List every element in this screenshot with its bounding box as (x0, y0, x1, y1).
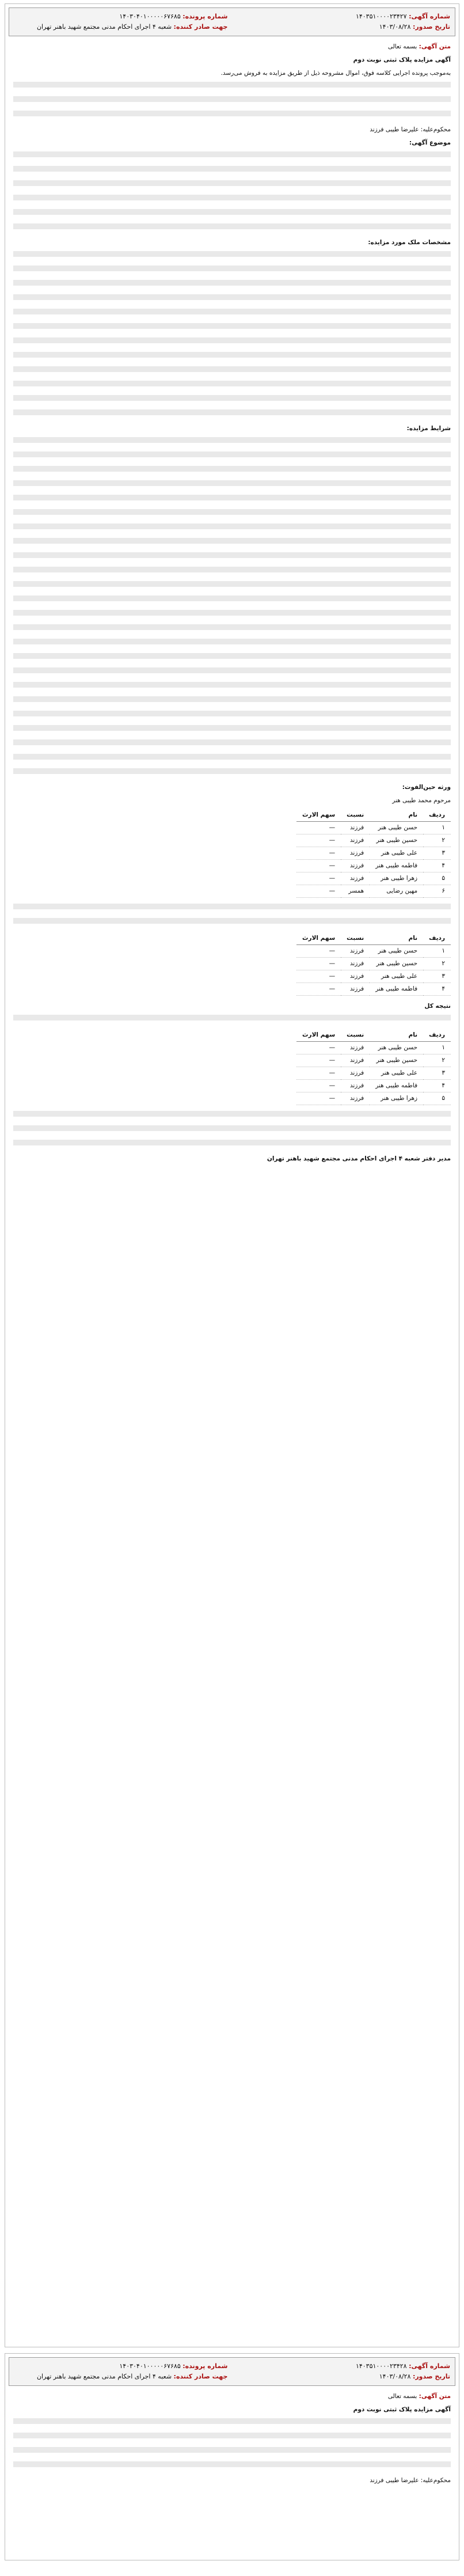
cell: ۱ (423, 1042, 451, 1054)
illegible-text (13, 696, 451, 706)
subject-line: بسمه تعالی (387, 43, 417, 50)
deceased-name: مرحوم محمد طیبی هنر (392, 797, 451, 804)
cell: ۳ (423, 1067, 451, 1080)
cell: ۵ (423, 872, 451, 885)
table-row (296, 958, 451, 970)
table-row (296, 1080, 451, 1092)
col-header: ردیف (423, 1029, 451, 1042)
illegible-text (13, 567, 451, 576)
file-number: ۱۴۰۳۰۴۰۱۰۰۰۰۰۶۷۶۸۵ (119, 2362, 181, 2370)
illegible-text (13, 509, 451, 519)
cell: زهرا طیبی هنر (370, 1092, 423, 1105)
table-row (296, 1092, 451, 1105)
cell: ۳ (423, 847, 451, 860)
cell: فرزند (341, 1042, 370, 1054)
cell: فرزند (341, 860, 370, 872)
cell: — (296, 872, 341, 885)
cell: حسن طیبی هنر (370, 822, 423, 834)
heirs-table-header (296, 1029, 451, 1042)
table-row (296, 847, 451, 860)
notice-header (9, 7, 455, 36)
heirs-table-2 (296, 932, 451, 996)
notice-text-label: متن آگهی: (419, 43, 451, 50)
section-heirs: ورثه حین‌الفوت: (402, 784, 451, 791)
cell: — (296, 970, 341, 983)
issuer-cell (14, 22, 227, 32)
illegible-text (13, 96, 451, 106)
illegible-text (13, 768, 451, 778)
illegible-text (13, 280, 451, 290)
debtor-line: محکوم‌علیه: علیرضا طیبی فرزند (370, 2477, 451, 2484)
illegible-text (13, 366, 451, 376)
col-header: سهم الارث (296, 809, 341, 822)
illegible-text (13, 166, 451, 176)
illegible-text (13, 1125, 451, 1135)
notice-header (9, 2357, 455, 2386)
notice-number-cell (237, 12, 450, 22)
cell: — (296, 1080, 341, 1092)
heirs-table-1 (296, 809, 451, 898)
cell: حسین طیبی هنر (370, 1054, 423, 1067)
cell: علی طیبی هنر (370, 970, 423, 983)
cell: فرزند (341, 822, 370, 834)
section-description: مشخصات ملک مورد مزایده: (368, 239, 451, 246)
file-number-label: شماره پرونده: (182, 2362, 228, 2370)
cell: زهرا طیبی هنر (370, 872, 423, 885)
issuer-label: جهت صادر کننده: (173, 23, 228, 31)
illegible-text (13, 495, 451, 504)
issuer-cell (14, 2372, 227, 2382)
illegible-text (13, 639, 451, 648)
issue-date: ۱۴۰۳/۰۸/۲۸ (379, 23, 411, 31)
notice-title: آگهی مزایده پلاک ثبتی نوبت دوم (353, 56, 451, 63)
cell: فرزند (341, 983, 370, 996)
notice-text-label: متن آگهی: (419, 2393, 451, 2400)
illegible-text (13, 2433, 451, 2442)
table-row (296, 970, 451, 983)
cell: حسین طیبی هنر (370, 834, 423, 847)
col-header: نسبت (341, 1029, 370, 1042)
heirs-table-header (296, 932, 451, 945)
col-header: سهم الارث (296, 1029, 341, 1042)
issuer-label: جهت صادر کننده: (173, 2373, 228, 2380)
illegible-text (13, 581, 451, 591)
notice-number-cell (237, 2361, 450, 2372)
illegible-text (13, 352, 451, 362)
issue-date-cell (237, 2372, 450, 2382)
illegible-text (13, 195, 451, 204)
cell: فرزند (341, 1092, 370, 1105)
issue-date: ۱۴۰۳/۰۸/۲۸ (379, 2373, 411, 2380)
section-buyers: شرایط مزایده: (406, 425, 451, 432)
cell: فرزند (341, 970, 370, 983)
illegible-text (13, 552, 451, 562)
illegible-text (13, 739, 451, 749)
cell: ۲ (423, 834, 451, 847)
table-row (296, 860, 451, 872)
notice-page-2 (5, 2353, 459, 2560)
notice-body (5, 36, 459, 1173)
illegible-text (13, 209, 451, 219)
table-row (296, 1042, 451, 1054)
cell: — (296, 834, 341, 847)
cell: — (296, 1054, 341, 1067)
illegible-text (13, 1140, 451, 1149)
heirs-table-3 (296, 1029, 451, 1105)
cell: — (296, 945, 341, 958)
cell: ۵ (423, 1092, 451, 1105)
illegible-text (13, 725, 451, 735)
notice-title: آگهی مزایده پلاک ثبتی نوبت دوم (353, 2406, 451, 2413)
illegible-text (13, 595, 451, 605)
issuer: شعبه ۴ اجرای احکام مدنی مجتمع شهید باهنر تهران (36, 23, 172, 31)
cell: فاطمه طیبی هنر (370, 983, 423, 996)
cell: فاطمه طیبی هنر (370, 1080, 423, 1092)
cell: ۲ (423, 958, 451, 970)
illegible-text (13, 265, 451, 275)
cell: فرزند (341, 834, 370, 847)
illegible-text (13, 1015, 451, 1025)
illegible-text (13, 294, 451, 304)
col-header: نام (370, 932, 423, 945)
illegible-text (13, 682, 451, 692)
cell: علی طیبی هنر (370, 847, 423, 860)
cell: حسن طیبی هنر (370, 945, 423, 958)
cell: — (296, 860, 341, 872)
col-header: نسبت (341, 809, 370, 822)
illegible-text (13, 754, 451, 764)
cell: فرزند (341, 1054, 370, 1067)
issue-date-label: تاریخ صدور: (412, 2373, 450, 2380)
cell: ۶ (423, 885, 451, 898)
cell: — (296, 885, 341, 898)
illegible-text (13, 538, 451, 548)
illegible-text (13, 711, 451, 720)
illegible-text (13, 395, 451, 405)
illegible-text (13, 653, 451, 663)
illegible-text (13, 437, 451, 447)
cell: ۴ (423, 860, 451, 872)
col-header: نام (370, 809, 423, 822)
cell: حسین طیبی هنر (370, 958, 423, 970)
illegible-text (13, 180, 451, 190)
illegible-text (13, 309, 451, 318)
illegible-text (13, 1111, 451, 1121)
illegible-text (13, 251, 451, 261)
col-header: نسبت (341, 932, 370, 945)
table-row (296, 872, 451, 885)
illegible-text (13, 111, 451, 120)
cell: — (296, 847, 341, 860)
notice-number: ۱۴۰۳۵۱۰۰۰۰۲۳۴۲۷ (355, 13, 407, 20)
cell: — (296, 1042, 341, 1054)
closing-signature: مدیر دفتر شعبه ۴ اجرای احکام مدنی مجتمع شهید باهنر تهران (267, 1155, 451, 1162)
debtor-line: محکوم‌علیه: علیرضا طیبی فرزند (370, 126, 451, 133)
issuer: شعبه ۴ اجرای احکام مدنی مجتمع شهید باهنر تهران (36, 2373, 172, 2380)
table-row (296, 945, 451, 958)
cell: فرزند (341, 847, 370, 860)
cell: ۴ (423, 983, 451, 996)
illegible-text (13, 2418, 451, 2428)
table-row (296, 1067, 451, 1080)
intro-paragraph: به‌موجب پرونده اجرایی کلاسه فوق، اموال مشروحه ذیل از طریق مزایده به فروش می‌رسد. (220, 70, 451, 77)
col-header: ردیف (423, 932, 451, 945)
illegible-text (13, 2447, 451, 2457)
cell: فرزند (341, 1067, 370, 1080)
cell: — (296, 1092, 341, 1105)
cell: مهین رضایی (370, 885, 423, 898)
illegible-text (13, 381, 451, 390)
illegible-text (13, 480, 451, 490)
cell: ۲ (423, 1054, 451, 1067)
cell: فرزند (341, 945, 370, 958)
table-row (296, 1054, 451, 1067)
col-header: نام (370, 1029, 423, 1042)
table-row (296, 885, 451, 898)
cell: ۱ (423, 822, 451, 834)
file-number-cell (14, 12, 227, 22)
file-number: ۱۴۰۳۰۴۰۱۰۰۰۰۰۶۷۶۸۵ (119, 13, 181, 20)
illegible-text (13, 223, 451, 233)
illegible-text (13, 667, 451, 677)
col-header: سهم الارث (296, 932, 341, 945)
cell: — (296, 983, 341, 996)
cell: ۱ (423, 945, 451, 958)
cell: فرزند (341, 872, 370, 885)
cell: — (296, 958, 341, 970)
illegible-text (13, 466, 451, 476)
issue-date-cell (237, 22, 450, 32)
cell: فرزند (341, 1080, 370, 1092)
section-subject: موضوع آگهی: (409, 139, 451, 146)
notice-number-label: شماره آگهی: (409, 2362, 450, 2370)
heirs-table-header (296, 809, 451, 822)
illegible-text (13, 624, 451, 634)
table-row (296, 822, 451, 834)
notice-page-1 (5, 3, 459, 2347)
cell: علی طیبی هنر (370, 1067, 423, 1080)
file-number-cell (14, 2361, 227, 2372)
cell: فرزند (341, 958, 370, 970)
illegible-text (13, 82, 451, 92)
notice-body (5, 2386, 459, 2495)
cell: حسن طیبی هنر (370, 1042, 423, 1054)
illegible-text (13, 904, 451, 913)
illegible-text (13, 151, 451, 161)
illegible-text (13, 918, 451, 928)
cell: — (296, 822, 341, 834)
illegible-text (13, 337, 451, 347)
notice-number: ۱۴۰۳۵۱۰۰۰۰۲۳۴۲۸ (355, 2362, 407, 2370)
issue-date-label: تاریخ صدور: (412, 23, 450, 31)
cell: همسر (341, 885, 370, 898)
illegible-text (13, 323, 451, 333)
illegible-text (13, 610, 451, 620)
file-number-label: شماره پرونده: (182, 13, 228, 20)
notice-number-label: شماره آگهی: (409, 13, 450, 20)
cell: ۳ (423, 970, 451, 983)
col-header: ردیف (423, 809, 451, 822)
illegible-text (13, 409, 451, 419)
cell: ۴ (423, 1080, 451, 1092)
illegible-text (13, 2461, 451, 2471)
section-conclusion: نتیجه کل (424, 1003, 451, 1010)
cell: — (296, 1067, 341, 1080)
table-row (296, 834, 451, 847)
subject-line: بسمه تعالی (387, 2393, 417, 2400)
table-row (296, 983, 451, 996)
illegible-text (13, 523, 451, 533)
illegible-text (13, 452, 451, 461)
cell: فاطمه طیبی هنر (370, 860, 423, 872)
